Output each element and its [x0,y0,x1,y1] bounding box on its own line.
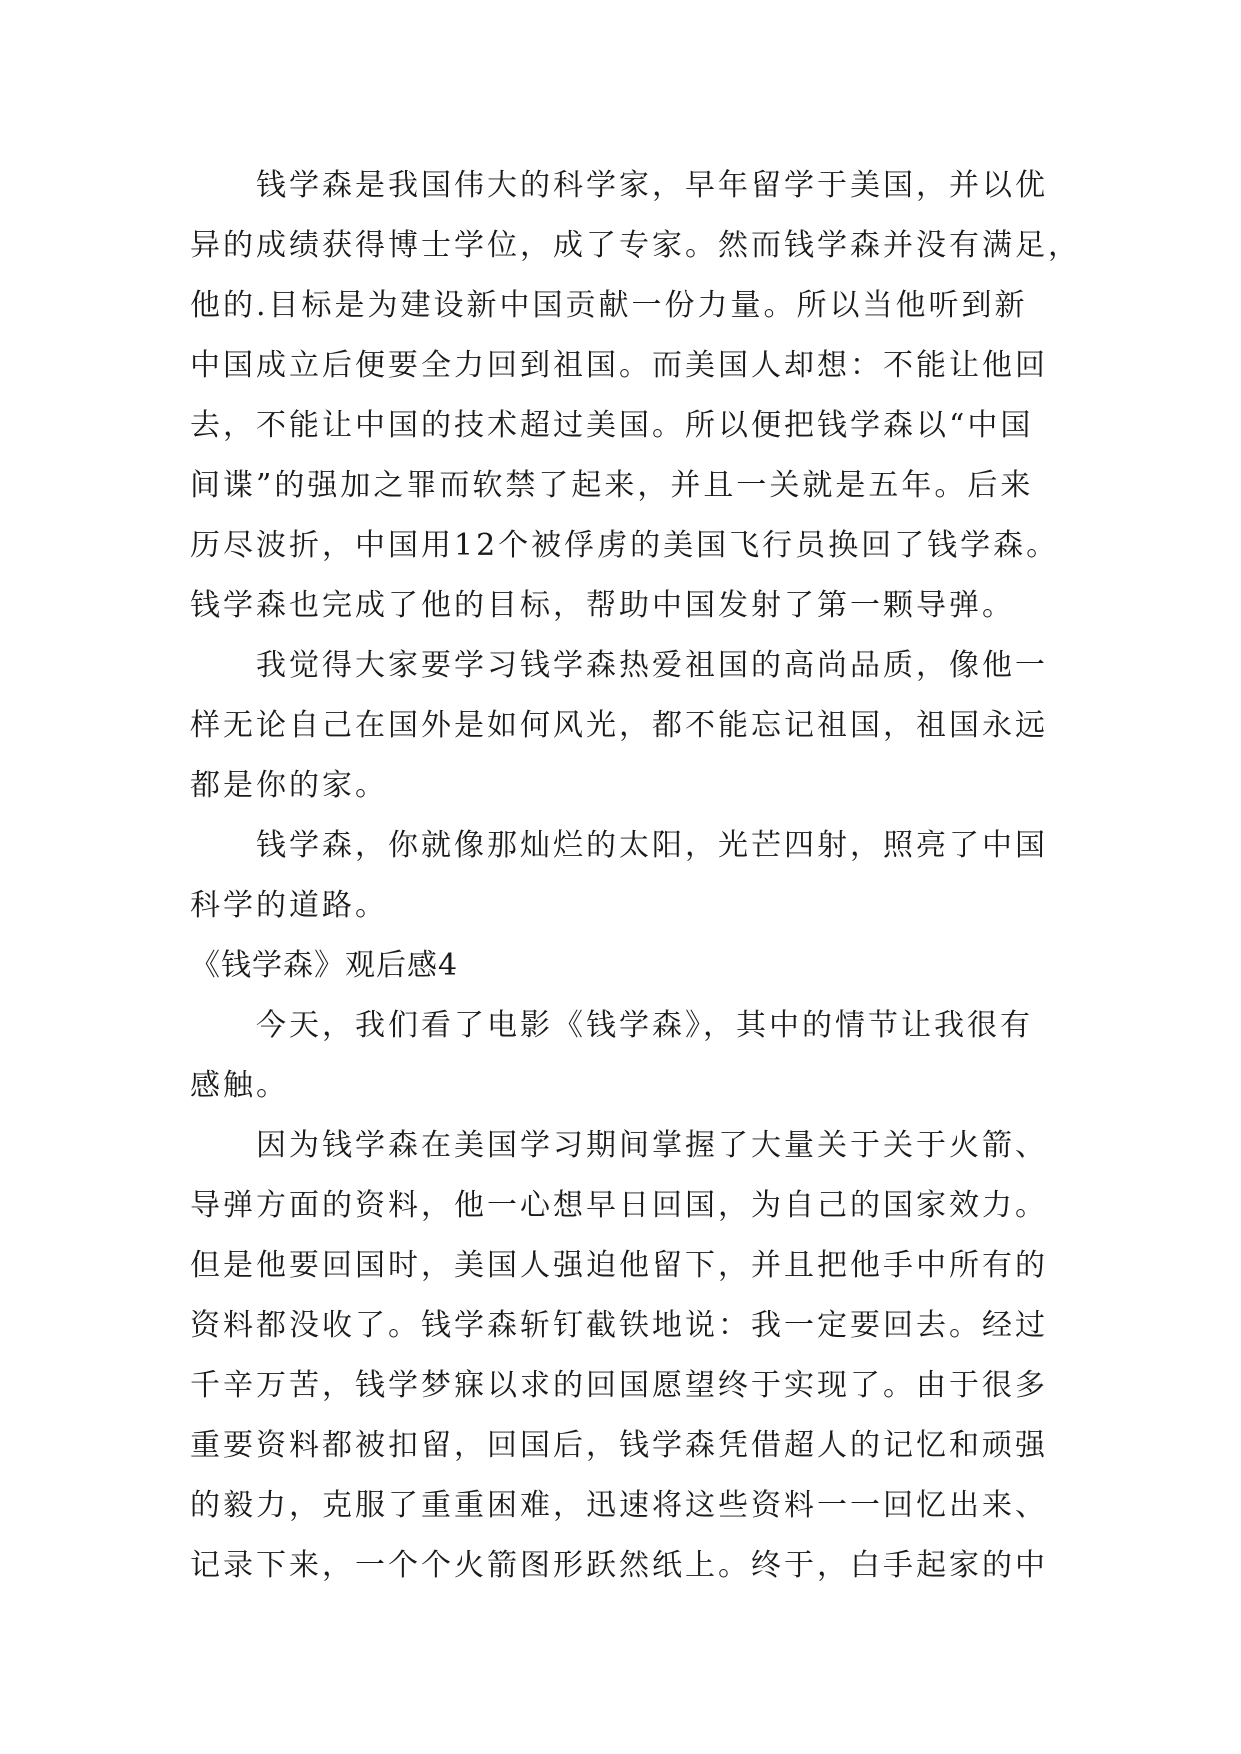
paragraph-2 [190,636,1070,816]
text-line: 中国成立后便要全力回到祖国。而美国人却想：不能让他回 [190,348,1048,383]
text-line: 间谍”的强加之罪而软禁了起来，并且一关就是五年。后来 [190,468,1034,503]
text-line: 记录下来，一个个火箭图形跃然纸上。终于，白手起家的中 [190,1548,1048,1583]
paragraph-3 [190,816,1070,936]
text-line: 钱学森，你就像那灿烂的太阳，光芒四射，照亮了中国 [256,828,1048,863]
text-line: 感触。 [190,1068,289,1103]
document-body [190,156,1081,1596]
text-line: 因为钱学森在美国学习期间掌握了大量关于关于火箭、 [256,1128,1048,1163]
text-line: 的毅力，克服了重重困难，迅速将这些资料一一回忆出来、 [190,1488,1048,1523]
text-line: 去，不能让中国的技术超过美国。所以便把钱学森以“中国 [190,408,1034,443]
text-line: 钱学森是我国伟大的科学家，早年留学于美国，并以优 [256,168,1048,203]
text-line: 重要资料都被扣留，回国后，钱学森凭借超人的记忆和顽强 [190,1428,1048,1463]
paragraph-5 [190,1116,1070,1596]
text-line: 他的.目标是为建设新中国贡献一份力量。所以当他听到新 [190,288,1028,323]
text-line: 今天，我们看了电影《钱学森》，其中的情节让我很有 [256,1008,1033,1043]
text-line: 我觉得大家要学习钱学森热爱祖国的高尚品质，像他一 [256,648,1048,683]
text-line: 异的成绩获得博士学位，成了专家。然而钱学森并没有满足， [190,228,1081,263]
text-line: 都是你的家。 [190,768,388,803]
text-line: 但是他要回国时，美国人强迫他留下，并且把他手中所有的 [190,1248,1048,1283]
heading-text: 《钱学森》观后感4 [190,948,459,983]
text-line: 资料都没收了。钱学森斩钉截铁地说：我一定要回去。经过 [190,1308,1048,1343]
text-line: 千辛万苦，钱学梦寐以求的回国愿望终于实现了。由于很多 [190,1368,1048,1403]
text-line: 科学的道路。 [190,888,388,923]
section-heading [190,936,1070,996]
paragraph-4 [190,996,1070,1116]
text-line: 导弹方面的资料，他一心想早日回国，为自己的国家效力。 [190,1188,1048,1223]
paragraph-1 [190,156,1081,636]
text-line: 钱学森也完成了他的目标，帮助中国发射了第一颗导弹。 [190,588,1015,623]
text-line: 历尽波折，中国用12个被俘虏的美国飞行员换回了钱学森。 [190,528,1060,563]
text-line: 样无论自己在国外是如何风光，都不能忘记祖国，祖国永远 [190,708,1048,743]
